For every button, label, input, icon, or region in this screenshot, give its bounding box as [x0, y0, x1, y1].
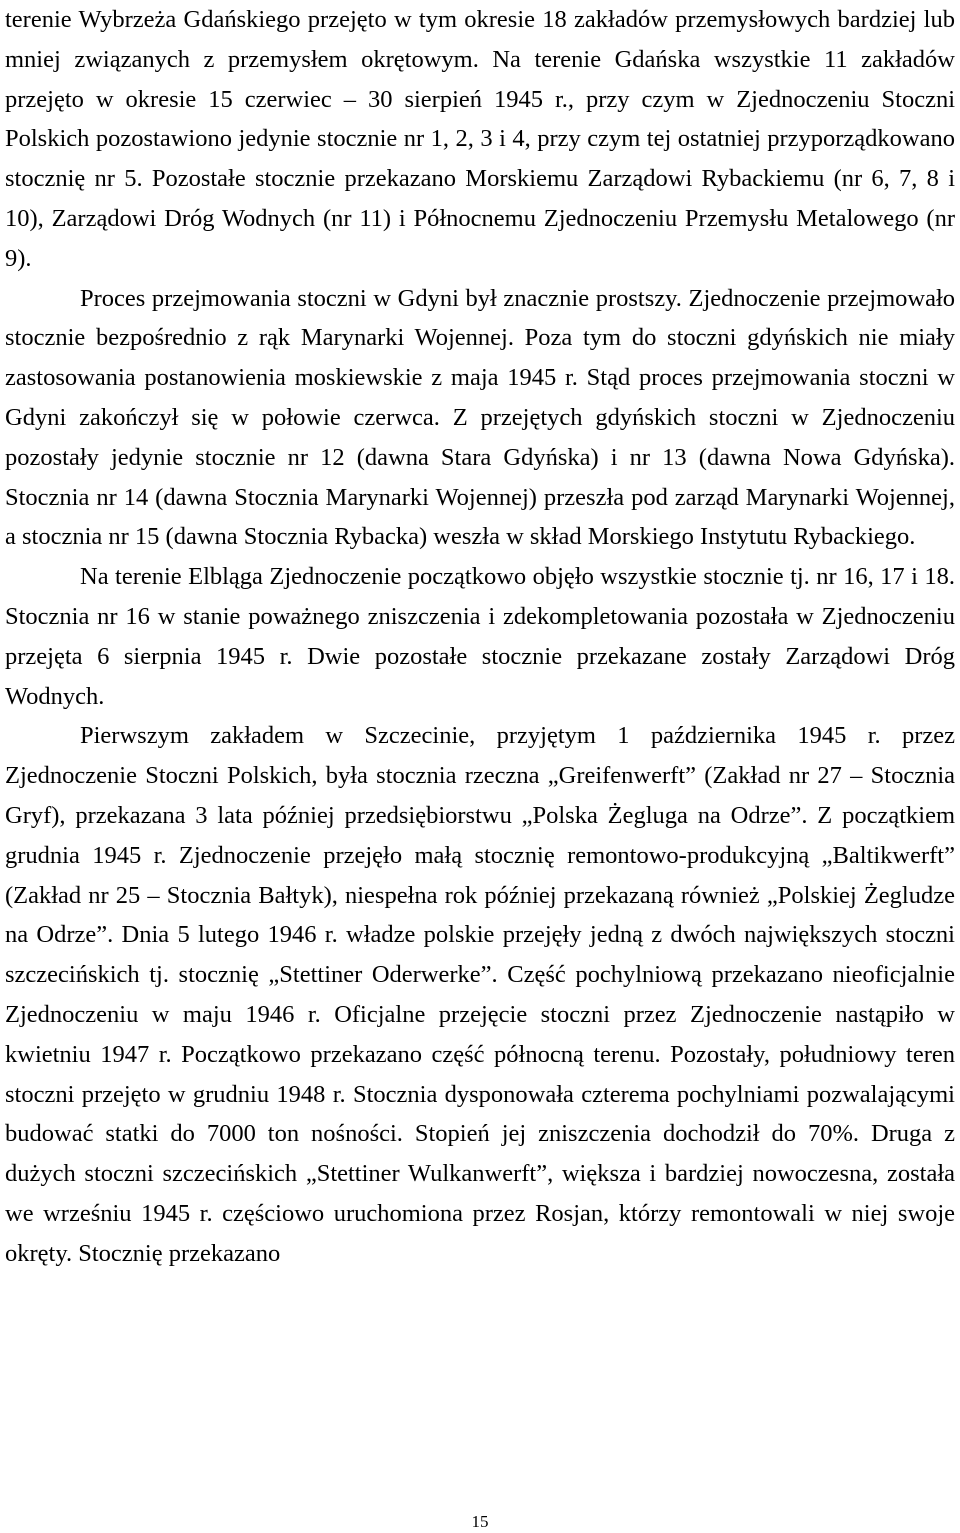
paragraph-elblag-takeover: Na terenie Elbląga Zjednoczenie początkowo objęło wszystkie stocznie tj. nr 16, 17 i 18. Stocznia nr 16 w stanie poważnego zniszczenia i zdekompletowania pozostała w Zjednoczeniu przejęta 6 sierpnia 1945 r. Dwie pozostałe stocznie przekazane zostały Zarządowi Dróg Wodnych. [5, 563, 955, 710]
paragraph-gdansk-takeover: terenie Wybrzeża Gdańskiego przejęto w tym okresie 18 zakładów przemysłowych bardziej lub mniej związanych z przemysłem okrętowym. Na terenie Gdańska wszystkie 11 zakładów przejęto w okresie 15 czerwiec – 30 sierpień 1945 r., przy czym w Zjednoczeniu Stoczni Polskich pozostawiono jedynie stocznie nr 1, 2, 3 i 4, przy czym tej ostatniej przyporządkowano stocznię nr 5. Pozostałe stocznie przekazano Morskiemu Zarządowi Rybackiemu (nr 6, 7, 8 i 10), Zarządowi Dróg Wodnych (nr 11) i Północnemu Zjednoczeniu Przemysłu Metalowego (nr 9). [5, 6, 955, 272]
document-page [5, 0, 955, 1274]
page-number: 15 [471, 1512, 489, 1531]
paragraph-szczecin-takeover: Pierwszym zakładem w Szczecinie, przyjętym 1 października 1945 r. przez Zjednoczenie Stoczni Polskich, była stocznia rzeczna „Greifenwerft” (Zakład nr 27 – Stocznia Gryf), przekazana 3 lata później przedsiębiorstwu „Polska Żegluga na Odrze”. Z początkiem grudnia 1945 r. Zjednoczenie przejęło małą stocznię remontowo-produkcyjną „Baltikwerft” (Zakład nr 25 – Stocznia Bałtyk), niespełna rok później przekazaną również „Polskiej Żegludze na Odrze”. Dnia 5 lutego 1946 r. władze polskie przejęły jedną z dwóch największych stoczni szczecińskich tj. stocznię „Stettiner Oderwerke”. Część pochylniową przekazano nieoficjalnie Zjednoczeniu w maju 1946 r. Oficjalne przejęcie stoczni przez Zjednoczenie nastąpiło w kwietniu 1947 r. Początkowo przekazano część północną terenu. Pozostały, południowy teren stoczni przejęto w grudniu 1948 r. Stocznia dysponowała czterema pochylniami pozwalającymi budować statki do 7000 ton nośności. Stopień jej zniszczenia dochodził do 70%. Druga z dużych stoczni szczecińskich „Stettiner Wulkanwerft”, większa i bardziej nowoczesna, została we wrześniu 1945 r. częściowo uruchomiona przez Rosjan, którzy remontowali w niej swoje okręty. Stocznię przekazano [5, 722, 955, 1267]
paragraph-gdynia-takeover: Proces przejmowania stoczni w Gdyni był znacznie prostszy. Zjednoczenie przejmowało stocznie bezpośrednio z rąk Marynarki Wojennej. Poza tym do stoczni gdyńskich nie miały zastosowania postanowienia moskiewskie z maja 1945 r. Stąd proces przejmowania stoczni w Gdyni zakończył się w połowie czerwca. Z przejętych gdyńskich stoczni w Zjednoczeniu pozostały jedynie stocznie nr 12 (dawna Stara Gdyńska) i nr 13 (dawna Nowa Gdyńska). Stocznia nr 14 (dawna Stocznia Marynarki Wojennej) przeszła pod zarząd Marynarki Wojennej, a stocznia nr 15 (dawna Stocznia Rybacka) weszła w skład Morskiego Instytutu Rybackiego. [5, 284, 955, 551]
